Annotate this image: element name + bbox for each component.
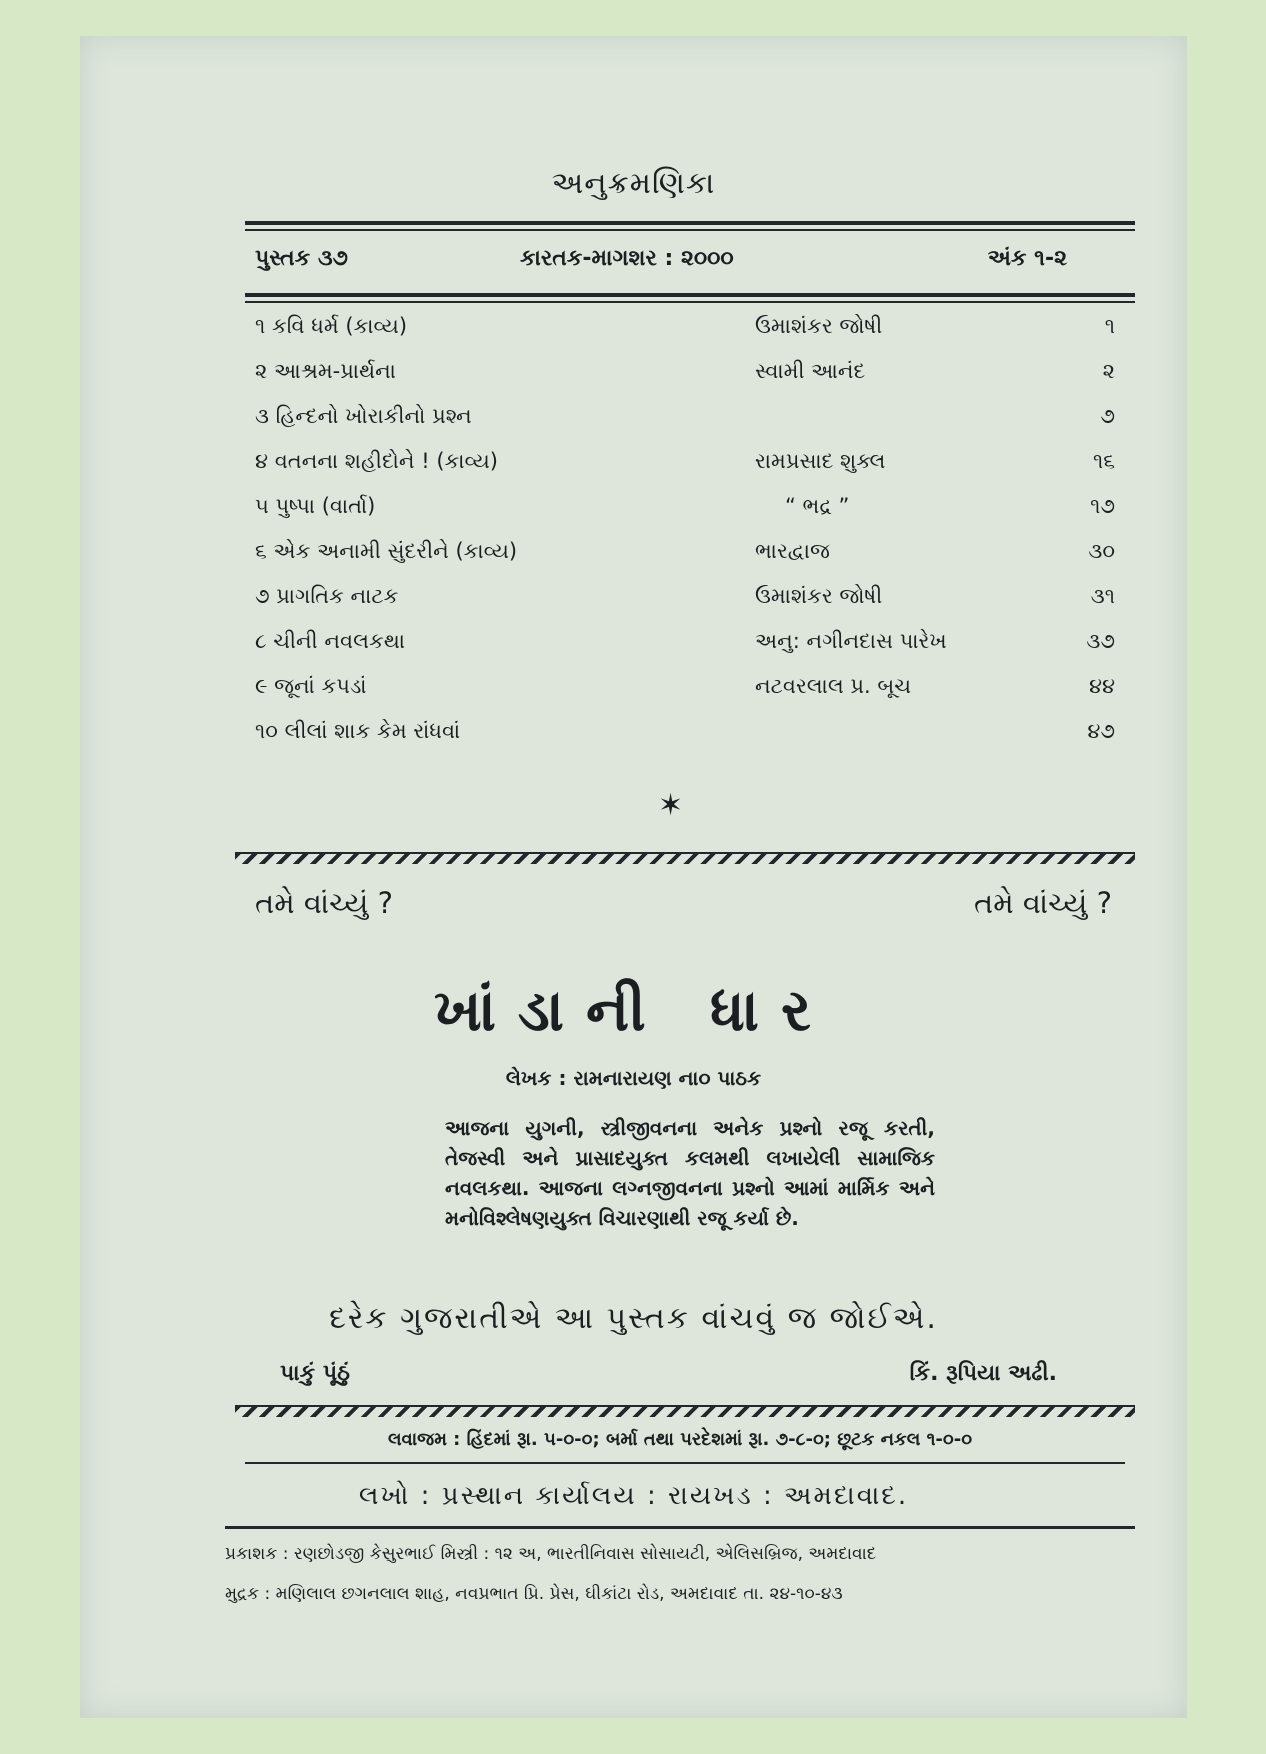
star-ornament-icon: ✶ xyxy=(658,788,684,823)
toc-title: ૫ પુષ્પા (વાર્તા) xyxy=(255,494,376,518)
toc-author: અનુ: નગીનદાસ પારેખ xyxy=(755,629,947,653)
volume-number: પુસ્તક ૩૭ xyxy=(255,246,348,271)
toc-title: ૪ વતનના શહીદોને ! (કાવ્ય) xyxy=(255,449,498,473)
toc-entry xyxy=(255,494,1125,539)
toc-page: ૧૭ xyxy=(1090,494,1115,518)
advertised-book-title: ખાંડાની ધાર xyxy=(434,976,833,1044)
advertised-book-description: આજના યુગની, સ્ત્રીજીવનના અનેક પ્રશ્નો રજૂ કરતી, તેજસ્વી અને પ્રાસાદયુક્ત કલમથી લખાયેલી સામાજિક નવલકથા. આજના લગ્નજીવનના પ્રશ્નો આમાં માર્મિક અને મનોવિશ્લેષણયુક્ત વિચારણાથી રજૂ કર્યા છે. xyxy=(445,1116,935,1230)
toc-entry xyxy=(255,719,1125,764)
printer-line: મુદ્રક : મણિલાલ છગનલાલ શાહ, નવપ્રભાત પ્રિ. પ્રેસ, ઘીકાંટા રોડ, અમદાવાદ તા. ૨૪-૧૦-૪૩ xyxy=(225,1584,843,1604)
toc-author: રામપ્રસાદ શુક્લ xyxy=(755,449,886,473)
ad-question-left: તમે વાંચ્યું ? xyxy=(255,886,393,920)
table-of-contents xyxy=(255,314,1125,764)
toc-entry xyxy=(255,314,1125,359)
toc-page: ૭ xyxy=(1100,404,1115,428)
magazine-page xyxy=(80,36,1187,1718)
toc-page: ૨ xyxy=(1102,359,1115,383)
toc-title: ૯ જૂનાં કપડાં xyxy=(255,674,367,698)
toc-entry xyxy=(255,629,1125,674)
footer-rule xyxy=(225,1526,1135,1529)
wavy-divider-top xyxy=(235,852,1135,864)
toc-page: ૪૭ xyxy=(1087,719,1115,743)
toc-page: ૧ xyxy=(1104,314,1115,338)
advertised-book-author: લેખક : રામનારાયણ ના૦ પાઠક xyxy=(505,1066,762,1090)
toc-entry xyxy=(255,584,1125,629)
contact-address: લખો : પ્રસ્થાન કાર્યાલય : રાયખડ : અમદાવાદ. xyxy=(358,1481,909,1511)
toc-entry xyxy=(255,674,1125,719)
toc-page: ૩૦ xyxy=(1088,539,1115,563)
issue-months: કારતક-માગશર : ૨૦૦૦ xyxy=(520,246,734,271)
toc-title: ૧૦ લીલાં શાક કેમ રાંધવાં xyxy=(255,719,461,743)
ad-question-right: તમે વાંચ્યું ? xyxy=(974,886,1112,920)
toc-page: ૩૭ xyxy=(1086,629,1115,653)
toc-author: ઉમાશંકર જોષી xyxy=(755,584,883,608)
issue-number: અંક ૧-૨ xyxy=(987,246,1067,271)
toc-author: ઉમાશંકર જોષી xyxy=(755,314,883,338)
subscription-rates: લવાજમ : હિંદમાં રૂા. ૫-૦-૦; બર્મા તથા પરદેશમાં રૂા. ૭-૮-૦; છૂટક નકલ ૧-૦-૦ xyxy=(387,1429,973,1450)
toc-title: ૭ પ્રાગતિક નાટક xyxy=(255,584,399,608)
toc-entry xyxy=(255,539,1125,584)
header-top-rule xyxy=(245,221,1135,225)
toc-page: ૪૪ xyxy=(1088,674,1115,698)
toc-entry xyxy=(255,449,1125,494)
toc-title: ૬ એક અનામી સુંદરીને (કાવ્ય) xyxy=(255,539,518,563)
toc-author: સ્વામી આનંદ xyxy=(755,359,866,383)
header-top-rule-thin xyxy=(245,229,1135,231)
book-price: કિં. રૂપિયા અઢી. xyxy=(909,1361,1057,1386)
toc-entry xyxy=(255,404,1125,449)
publisher-line: પ્રકાશક : રણછોડજી કેસુરભાઈ મિસ્ત્રી : ૧૨ અ, ભારતીનિવાસ સોસાયટી, એલિસબ્રિજ, અમદાવાદ xyxy=(225,1544,877,1564)
binding-type: પાકું પૂંઠું xyxy=(280,1361,350,1386)
header-bottom-rule xyxy=(245,293,1135,297)
toc-title: ૨ આશ્રમ-પ્રાર્થના xyxy=(255,359,396,383)
toc-author: નટવરલાલ પ્ર. બૂચ xyxy=(755,674,912,698)
toc-title: ૧ કવિ ધર્મ (કાવ્ય) xyxy=(255,314,408,338)
wavy-divider-bottom xyxy=(235,1405,1135,1417)
toc-author: “ ભદ્ર ” xyxy=(785,494,850,518)
toc-page: ૧૬ xyxy=(1092,449,1115,473)
page-title: અનુક્રમણિકા xyxy=(551,166,716,201)
toc-entry xyxy=(255,359,1125,404)
subscription-rule xyxy=(245,1462,1125,1464)
toc-page: ૩૧ xyxy=(1090,584,1115,608)
must-read-line: દરેક ગુજરાતીએ આ પુસ્તક વાંચવું જ જોઈએ. xyxy=(329,1301,938,1336)
toc-title: ૮ ચીની નવલકથા xyxy=(255,629,406,653)
toc-title: ૩ હિન્દનો ખોરાકીનો પ્રશ્ન xyxy=(255,404,472,428)
header-bottom-rule-thin xyxy=(245,301,1135,303)
toc-author: ભારદ્વાજ xyxy=(755,539,830,563)
